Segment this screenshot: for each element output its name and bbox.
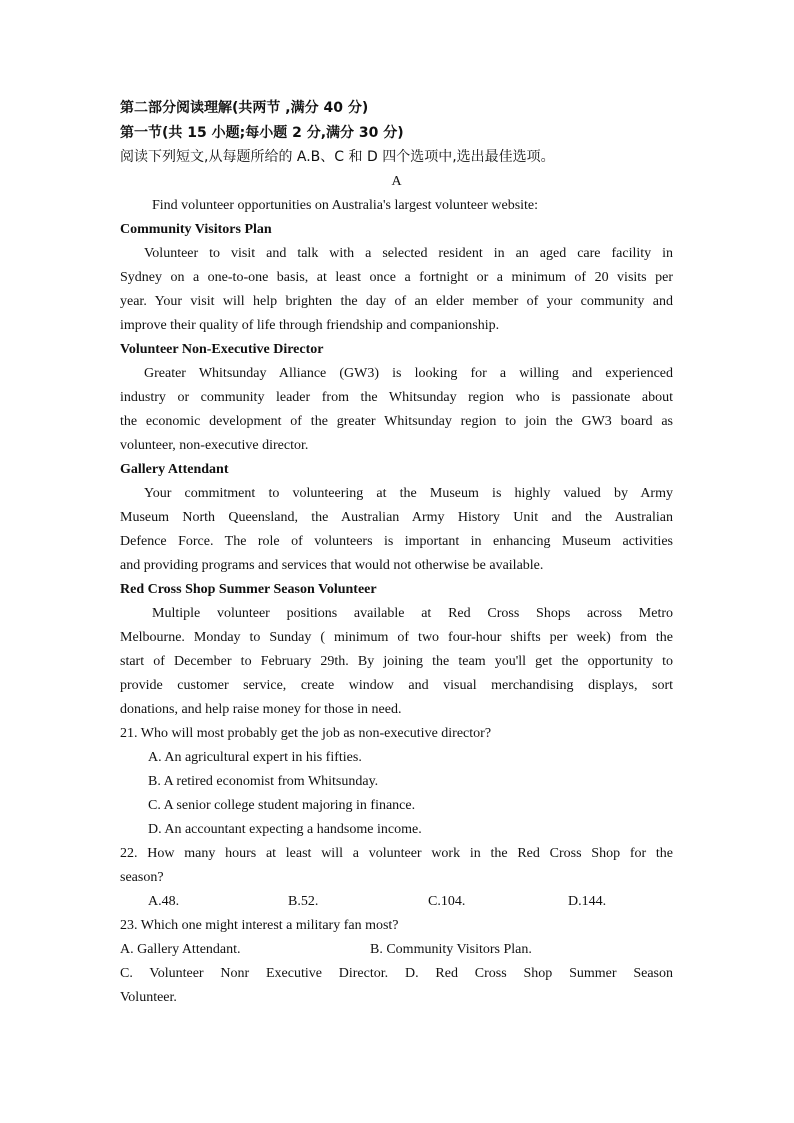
section-line: donations, and help raise money for those in need. — [120, 702, 402, 717]
part-title: 第二部分阅读理解(共两节 ,满分 40 分) — [120, 100, 369, 116]
instruction: 阅读下列短文,从每题所给的 A.B、C 和 D 四个选项中,选出最佳选项。 — [120, 149, 555, 165]
section-title-red-cross: Red Cross Shop Summer Season Volunteer — [120, 582, 377, 597]
question-21-option-b: B. A retired economist from Whitsunday. — [148, 774, 379, 789]
question-22-stem-cont: season? — [120, 870, 164, 885]
question-23-option-a: A. Gallery Attendant. — [120, 942, 241, 957]
question-23-options-cd: C. Volunteer Nonr Executive Director. D. Red Cross Shop Summer Season — [120, 966, 673, 981]
section-title-non-executive-director: Volunteer Non-Executive Director — [120, 342, 324, 357]
question-22-option-c: C.104. — [428, 894, 466, 909]
question-23-options-cd-cont: Volunteer. — [120, 990, 177, 1005]
section-line: and providing programs and services that would not otherwise be available. — [120, 558, 544, 573]
passage-label: A — [391, 174, 402, 189]
section-line: start of December to February 29th. By joining the team you'll get the opportunity to — [120, 654, 673, 669]
section-line: improve their quality of life through friendship and companionship. — [120, 318, 500, 333]
question-23-option-b: B. Community Visitors Plan. — [370, 942, 532, 957]
section-title-gallery-attendant: Gallery Attendant — [120, 462, 229, 477]
section-line: year. Your visit will help brighten the day of an elder member of your community and — [120, 294, 673, 309]
section-line: volunteer, non-executive director. — [120, 438, 309, 453]
section-line: Your commitment to volunteering at the Museum is highly valued by Army — [144, 486, 673, 501]
section-line: Sydney on a one-to-one basis, at least once a fortnight or a minimum of 20 visits per — [120, 270, 673, 285]
question-22-stem: 22. How many hours at least will a volunteer work in the Red Cross Shop for the — [120, 846, 673, 861]
section-title: 第一节(共 15 小题;每小题 2 分,满分 30 分) — [120, 125, 404, 141]
section-line: Museum North Queensland, the Australian Army History Unit and the Australian — [120, 510, 673, 525]
question-21-option-d: D. An accountant expecting a handsome income. — [148, 822, 422, 837]
section-line: Melbourne. Monday to Sunday ( minimum of two four-hour shifts per week) from the — [120, 630, 673, 645]
section-line: Multiple volunteer positions available at Red Cross Shops across Metro — [152, 606, 673, 621]
passage-intro: Find volunteer opportunities on Australia's largest volunteer website: — [152, 198, 539, 213]
question-23-stem: 23. Which one might interest a military fan most? — [120, 918, 399, 933]
question-22-option-b: B.52. — [288, 894, 319, 909]
question-21-option-c: C. A senior college student majoring in finance. — [148, 798, 416, 813]
section-line: industry or community leader from the Whitsunday region who is passionate about — [120, 390, 673, 405]
section-line: provide customer service, create window and visual merchandising displays, sort — [120, 678, 673, 693]
question-21-stem: 21. Who will most probably get the job as non-executive director? — [120, 726, 492, 741]
section-line: the economic development of the greater Whitsunday region to join the GW3 board as — [120, 414, 673, 429]
question-21-option-a: A. An agricultural expert in his fifties. — [148, 750, 362, 765]
section-title-community-visitors: Community Visitors Plan — [120, 222, 272, 237]
section-line: Greater Whitsunday Alliance (GW3) is looking for a willing and experienced — [144, 366, 673, 381]
section-line: Volunteer to visit and talk with a selected resident in an aged care facility in — [144, 246, 673, 261]
question-22-option-d: D.144. — [568, 894, 607, 909]
question-22-option-a: A.48. — [148, 894, 180, 909]
section-line: Defence Force. The role of volunteers is important in enhancing Museum activities — [120, 534, 673, 549]
